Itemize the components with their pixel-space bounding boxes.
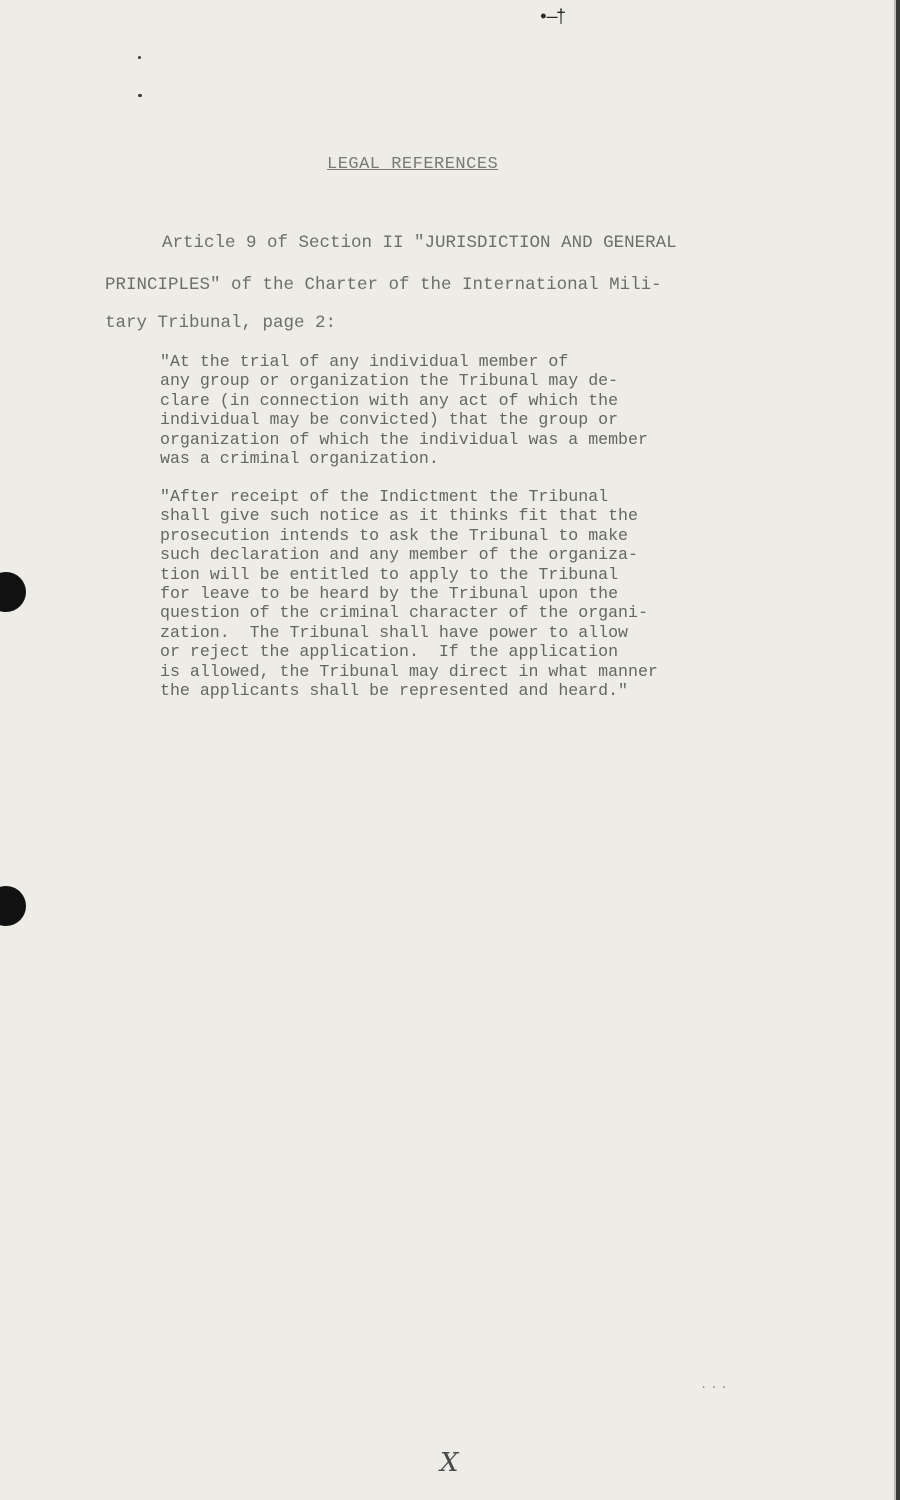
corner-mark: •—†	[538, 8, 565, 28]
quote-paragraph-1: "At the trial of any individual member of any group or organization the Tribunal may de- clare (in connection with any act of which the individual may be convicted) that the group or organization of which the individual was a member was a criminal organization.	[160, 352, 648, 469]
handwritten-mark: X	[440, 1448, 459, 1478]
page-title: LEGAL REFERENCES	[327, 155, 499, 174]
stray-dots: ...	[700, 1378, 731, 1392]
quote-paragraph-2: "After receipt of the Indictment the Tribunal shall give such notice as it thinks fit that the prosecution intends to ask the Tribunal to make such declaration and any member of the organiza- tion will be entitled to apply to the Tribunal for leave to be heard by the Tribunal upon the question of the criminal character of the organi- zation. The Tribunal shall have power to allow or reject the application. If the application is allowed, the Tribunal may direct in what manner the applicants shall be represented and heard."	[160, 487, 658, 701]
ink-speck	[138, 94, 142, 97]
intro-line: tary Tribunal, page 2:	[105, 313, 337, 333]
punch-hole-lower	[0, 886, 26, 926]
intro-line: PRINCIPLES" of the Charter of the International Mili-	[105, 275, 662, 295]
punch-hole-upper	[0, 572, 26, 612]
ink-speck	[138, 56, 141, 59]
intro-line: Article 9 of Section II "JURISDICTION AND GENERAL	[162, 233, 677, 253]
page-edge	[896, 0, 900, 1500]
